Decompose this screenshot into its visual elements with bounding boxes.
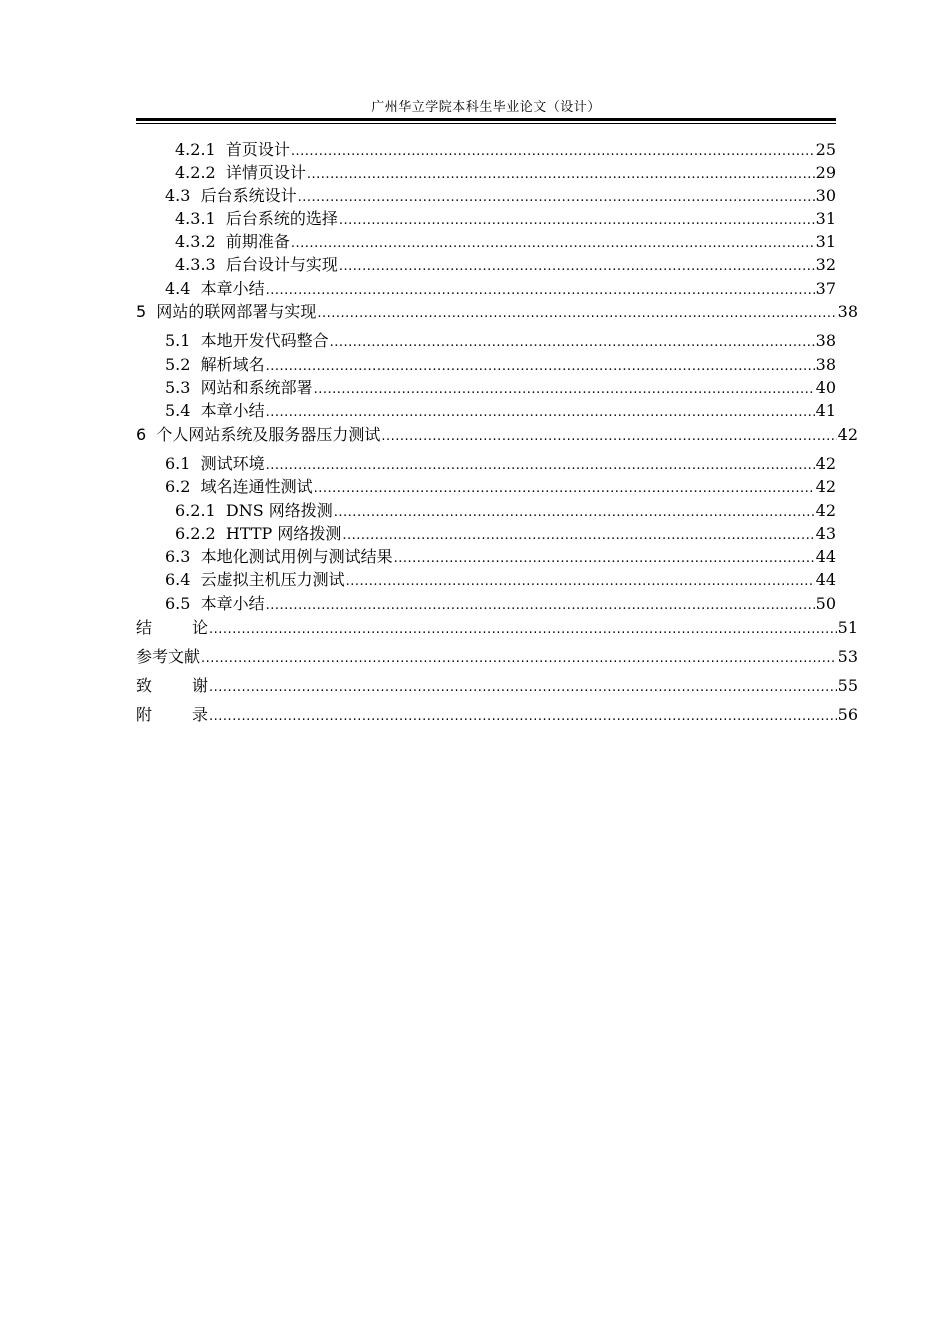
- toc-entry-6-2-2[interactable]: [175, 524, 836, 546]
- toc-page-number: 38: [815, 355, 836, 374]
- toc-number: 5: [136, 302, 147, 321]
- toc-leader: [334, 503, 815, 523]
- toc-entry-4-3-1[interactable]: [175, 209, 836, 231]
- toc-number: 5.4: [165, 401, 191, 420]
- toc-entry-6-2-1[interactable]: [175, 501, 836, 523]
- toc-page-number: 50: [815, 594, 836, 613]
- toc-title: 前期准备: [225, 232, 290, 251]
- toc-number: 6.2: [165, 477, 191, 496]
- toc-entry-5-4[interactable]: [165, 401, 836, 423]
- toc-title-char-1: 附: [136, 705, 153, 724]
- toc-page-number: 31: [815, 209, 836, 228]
- toc-number: 6.2.2: [175, 524, 216, 543]
- toc-page-number: 56: [837, 705, 858, 724]
- toc-number: 4.3: [165, 186, 191, 205]
- toc-title: 解析域名: [200, 355, 265, 374]
- toc-entry-chapter-5[interactable]: [136, 302, 858, 324]
- toc-entry-5-1[interactable]: [165, 331, 836, 353]
- header-rule-thin: [136, 123, 836, 124]
- toc-leader: [381, 427, 836, 447]
- toc-leader: [266, 281, 815, 301]
- toc-title: 后台系统设计: [200, 186, 297, 205]
- toc-number: 6: [136, 425, 147, 444]
- toc-leader: [394, 549, 815, 569]
- toc-page-number: 38: [815, 331, 836, 350]
- toc-page-number: 29: [815, 163, 836, 182]
- toc-number: 4.4: [165, 279, 191, 298]
- toc-title: 本章小结: [200, 279, 265, 298]
- toc-page-number: 42: [815, 477, 836, 496]
- toc-number: 5.2: [165, 355, 191, 374]
- toc-title-char-2: 录: [192, 705, 209, 724]
- toc-entry-chapter-6[interactable]: [136, 425, 858, 447]
- toc-entry-5-2[interactable]: [165, 355, 836, 377]
- toc-number: 6.3: [165, 547, 191, 566]
- toc-title: 本地开发代码整合: [200, 331, 329, 350]
- toc-entry-4-3-2[interactable]: [175, 232, 836, 254]
- toc-page-number: 42: [815, 454, 836, 473]
- toc-page-number: 32: [815, 255, 836, 274]
- toc-leader: [266, 456, 815, 476]
- toc-title: 域名连通性测试: [200, 477, 313, 496]
- toc-page-number: 43: [815, 524, 836, 543]
- toc-leader: [298, 188, 815, 208]
- toc-number: 6.4: [165, 570, 191, 589]
- toc-title: 本章小结: [200, 594, 265, 613]
- toc-page-number: 42: [837, 425, 858, 444]
- toc-entry-6-5[interactable]: [165, 594, 836, 616]
- toc-number: 4.3.1: [175, 209, 216, 228]
- toc-page-number: 38: [837, 302, 858, 321]
- toc-number: 6.1: [165, 454, 191, 473]
- toc-title: 详情页设计: [225, 163, 306, 182]
- toc-title-char-1: 结: [136, 618, 153, 637]
- toc-leader: [266, 403, 815, 423]
- toc-leader: [342, 526, 814, 546]
- toc-leader: [346, 572, 815, 592]
- toc-title: 后台设计与实现: [225, 255, 338, 274]
- toc-page-number: 41: [815, 401, 836, 420]
- toc-entry-4-3[interactable]: [165, 186, 836, 208]
- toc-number: 5.1: [165, 331, 191, 350]
- toc-leader: [291, 234, 815, 254]
- toc-number: 4.3.3: [175, 255, 216, 274]
- toc-page-number: 51: [837, 618, 858, 637]
- toc-entry-appendix[interactable]: [136, 705, 858, 727]
- toc-leader: [209, 678, 837, 698]
- toc-leader: [266, 357, 815, 377]
- toc-entry-5-3[interactable]: [165, 378, 836, 400]
- header-rule-thick: [136, 118, 836, 121]
- toc-title-char-2: 谢: [192, 676, 209, 695]
- toc-leader: [339, 211, 815, 231]
- toc-entry-4-2-1[interactable]: [175, 140, 836, 162]
- toc-page-number: 44: [815, 570, 836, 589]
- toc-title: 测试环境: [200, 454, 265, 473]
- toc-page-number: 42: [815, 501, 836, 520]
- toc-title: 网站的联网部署与实现: [156, 302, 317, 321]
- toc-leader: [339, 257, 815, 277]
- toc-entry-4-4[interactable]: [165, 279, 836, 301]
- toc-entry-acknowledgements[interactable]: [136, 676, 858, 698]
- toc-number: 4.2.1: [175, 140, 216, 159]
- toc-title: 后台系统的选择: [225, 209, 338, 228]
- toc-leader: [209, 707, 837, 727]
- toc-leader: [317, 304, 836, 324]
- toc-title: DNS 网络拨测: [225, 501, 333, 520]
- toc-page-number: 40: [815, 378, 836, 397]
- toc-leader: [307, 165, 815, 185]
- toc-leader: [314, 479, 815, 499]
- toc-leader: [330, 333, 815, 353]
- toc-entry-6-3[interactable]: [165, 547, 836, 569]
- toc-page-number: 25: [815, 140, 836, 159]
- toc-entry-references[interactable]: [136, 647, 858, 669]
- toc-page-number: 30: [815, 186, 836, 205]
- toc-entry-6-2[interactable]: [165, 477, 836, 499]
- toc-leader: [209, 620, 837, 640]
- toc-page-number: 55: [837, 676, 858, 695]
- toc-number: 5.3: [165, 378, 191, 397]
- toc-page-number: 44: [815, 547, 836, 566]
- toc-title: 参考文献: [136, 647, 201, 666]
- toc-title-char-1: 致: [136, 676, 153, 695]
- toc-number: 6.2.1: [175, 501, 216, 520]
- toc-title: HTTP 网络拨测: [225, 524, 342, 543]
- toc-number: 4.2.2: [175, 163, 216, 182]
- toc-title-char-2: 论: [192, 618, 209, 637]
- toc-entry-6-4[interactable]: [165, 570, 836, 592]
- toc-entry-4-2-2[interactable]: [175, 163, 836, 185]
- toc-number: 4.3.2: [175, 232, 216, 251]
- toc-leader: [201, 649, 837, 669]
- toc-title: 本地化测试用例与测试结果: [200, 547, 393, 566]
- toc-page-number: 31: [815, 232, 836, 251]
- toc-leader: [266, 596, 815, 616]
- toc-entry-4-3-3[interactable]: [175, 255, 836, 277]
- toc-title: 网站和系统部署: [200, 378, 313, 397]
- toc-title: 云虚拟主机压力测试: [200, 570, 345, 589]
- toc-title: 本章小结: [200, 401, 265, 420]
- page-header: 广州华立学院本科生毕业论文（设计）: [371, 100, 601, 115]
- toc-title: 个人网站系统及服务器压力测试: [156, 425, 381, 444]
- toc-page-number: 53: [837, 647, 858, 666]
- toc-page-number: 37: [815, 279, 836, 298]
- toc-entry-conclusion[interactable]: [136, 618, 858, 640]
- toc-leader: [291, 142, 815, 162]
- toc-number: 6.5: [165, 594, 191, 613]
- toc-leader: [314, 380, 815, 400]
- toc-title: 首页设计: [225, 140, 290, 159]
- toc-entry-6-1[interactable]: [165, 454, 836, 476]
